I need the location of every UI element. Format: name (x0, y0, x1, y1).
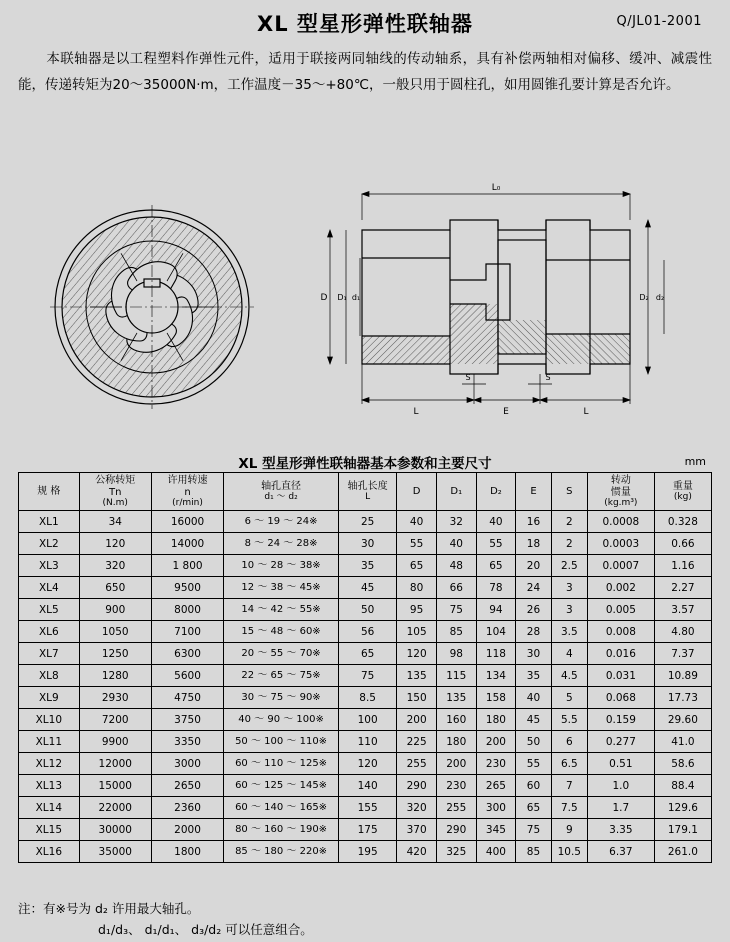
cell-speed: 9500 (151, 577, 223, 599)
th-speed-sym: n (184, 486, 191, 498)
cell-weight: 4.80 (654, 621, 711, 643)
cell-torque: 34 (79, 511, 151, 533)
cell-torque: 120 (79, 533, 151, 555)
cell-spec: XL3 (19, 555, 80, 577)
cell-e: 28 (516, 621, 551, 643)
cell-speed: 2000 (151, 819, 223, 841)
table-unit-label: mm (684, 455, 706, 468)
cell-s: 2.5 (551, 555, 587, 577)
cell-d1: 230 (436, 775, 476, 797)
cell-d: 200 (397, 709, 437, 731)
cell-weight: 88.4 (654, 775, 711, 797)
cell-torque: 22000 (79, 797, 151, 819)
cell-e: 24 (516, 577, 551, 599)
cell-s: 2 (551, 511, 587, 533)
cell-weight: 0.328 (654, 511, 711, 533)
cell-bore-col: 22 ～ 65 ～ 75※ (224, 665, 339, 687)
cell-d2: 40 (476, 511, 516, 533)
cell-bore-col: 50 ～ 100 ～ 110※ (224, 731, 339, 753)
cell-inertia: 6.37 (587, 841, 654, 863)
cell-inertia: 0.0003 (587, 533, 654, 555)
cell-torque: 1050 (79, 621, 151, 643)
cell-d1: 40 (436, 533, 476, 555)
cell-d2: 300 (476, 797, 516, 819)
cell-d: 40 (397, 511, 437, 533)
th-weight (654, 473, 711, 511)
cell-bore-col: 60 ～ 125 ～ 145※ (224, 775, 339, 797)
table-row (19, 687, 712, 709)
cell-speed: 7100 (151, 621, 223, 643)
th-torque (79, 473, 151, 511)
cell-e: 60 (516, 775, 551, 797)
cell-d2: 265 (476, 775, 516, 797)
dim-label-d2: d₂ (655, 293, 665, 302)
cell-spec: XL16 (19, 841, 80, 863)
cell-bore-col: 40 ～ 90 ～ 100※ (224, 709, 339, 731)
cell-len: 30 (338, 533, 396, 555)
table-row (19, 533, 712, 555)
cell-weight: 3.57 (654, 599, 711, 621)
cell-d2: 118 (476, 643, 516, 665)
cell-bore-col: 6 ～ 19 ～ 24※ (224, 511, 339, 533)
standard-code: Q/JL01-2001 (616, 14, 702, 29)
cell-spec: XL2 (19, 533, 80, 555)
dim-label-L0: L₀ (491, 183, 501, 193)
cell-bore-col: 15 ～ 48 ～ 60※ (224, 621, 339, 643)
cell-inertia: 0.0007 (587, 555, 654, 577)
cell-d2: 400 (476, 841, 516, 863)
cell-s: 3 (551, 577, 587, 599)
cell-torque: 7200 (79, 709, 151, 731)
cell-inertia: 0.068 (587, 687, 654, 709)
cell-d: 65 (397, 555, 437, 577)
cell-speed: 8000 (151, 599, 223, 621)
th-D2: D₂ (476, 473, 516, 511)
cell-spec: XL6 (19, 621, 80, 643)
cell-bore-col: 30 ～ 75 ～ 90※ (224, 687, 339, 709)
cell-d: 370 (397, 819, 437, 841)
table-row (19, 819, 712, 841)
cell-d2: 134 (476, 665, 516, 687)
cell-spec: XL12 (19, 753, 80, 775)
cell-torque: 35000 (79, 841, 151, 863)
cell-len: 75 (338, 665, 396, 687)
cell-e: 55 (516, 753, 551, 775)
th-inertia-unit: (kg.m³) (604, 498, 638, 508)
cell-inertia: 1.0 (587, 775, 654, 797)
cell-spec: XL8 (19, 665, 80, 687)
table-caption: XL 型星形弹性联轴器基本参数和主要尺寸 (238, 456, 492, 472)
cell-weight: 261.0 (654, 841, 711, 863)
cell-speed: 5600 (151, 665, 223, 687)
table-row (19, 577, 712, 599)
cell-d2: 345 (476, 819, 516, 841)
cell-s: 3.5 (551, 621, 587, 643)
cell-d1: 98 (436, 643, 476, 665)
cell-weight: 179.1 (654, 819, 711, 841)
cell-torque: 2930 (79, 687, 151, 709)
th-inertia-line1: 转动 (610, 475, 631, 486)
th-bore-group: 轴孔直径 (261, 480, 302, 492)
th-E: E (516, 473, 551, 511)
cell-d: 225 (397, 731, 437, 753)
table-body (19, 511, 712, 863)
notes-block (18, 898, 712, 940)
dim-label-D1: D₁ (337, 293, 347, 302)
intro-text: 本联轴器是以工程塑料作弹性元件，适用于联接两同轴线的传动轴系，具有补偿两轴相对偏移、缓冲、减震性能，传递转矩为20～35000N·m，工作温度－35～+80℃，一般只用于圆柱孔，如用圆锥孔要计算是否允许。 (18, 51, 712, 93)
cell-weight: 41.0 (654, 731, 711, 753)
cell-speed: 3000 (151, 753, 223, 775)
cell-speed: 6300 (151, 643, 223, 665)
cell-speed: 2650 (151, 775, 223, 797)
cell-weight: 0.66 (654, 533, 711, 555)
cell-e: 20 (516, 555, 551, 577)
cell-spec: XL7 (19, 643, 80, 665)
cell-s: 3 (551, 599, 587, 621)
cell-d2: 200 (476, 731, 516, 753)
table-row (19, 709, 712, 731)
cell-d1: 66 (436, 577, 476, 599)
cell-spec: XL4 (19, 577, 80, 599)
figure-star-element-front-view (40, 205, 270, 415)
cell-bore-col: 14 ～ 42 ～ 55※ (224, 599, 339, 621)
th-speed-line1: 许用转速 (167, 475, 208, 486)
page-title: XL 型星形弹性联轴器 (257, 12, 473, 36)
th-S: S (551, 473, 587, 511)
th-bore (224, 473, 339, 511)
cell-s: 5.5 (551, 709, 587, 731)
cell-e: 85 (516, 841, 551, 863)
th-speed (151, 473, 223, 511)
cell-e: 26 (516, 599, 551, 621)
th-inertia-line2: 惯量 (610, 486, 631, 498)
cell-d2: 104 (476, 621, 516, 643)
cell-s: 10.5 (551, 841, 587, 863)
dim-label-d1: d₁ (351, 293, 361, 302)
th-torque-sym: Tn (109, 486, 122, 498)
cell-d: 290 (397, 775, 437, 797)
cell-bore-col: 20 ～ 55 ～ 70※ (224, 643, 339, 665)
th-spec: 规 格 (19, 473, 80, 511)
th-length-sym: L (365, 492, 371, 503)
cell-d1: 325 (436, 841, 476, 863)
cell-weight: 29.60 (654, 709, 711, 731)
dim-label-L-right: L (583, 407, 589, 417)
cell-torque: 1250 (79, 643, 151, 665)
cell-spec: XL9 (19, 687, 80, 709)
table-row (19, 797, 712, 819)
cell-bore-col: 80 ～ 160 ～ 190※ (224, 819, 339, 841)
cell-bore-col: 8 ～ 24 ～ 28※ (224, 533, 339, 555)
cell-e: 18 (516, 533, 551, 555)
cell-speed: 14000 (151, 533, 223, 555)
cell-weight: 7.37 (654, 643, 711, 665)
table-row (19, 841, 712, 863)
cell-torque: 320 (79, 555, 151, 577)
cell-d: 420 (397, 841, 437, 863)
cell-len: 140 (338, 775, 396, 797)
cell-spec: XL15 (19, 819, 80, 841)
cell-spec: XL10 (19, 709, 80, 731)
cell-spec: XL5 (19, 599, 80, 621)
cell-speed: 1 800 (151, 555, 223, 577)
cell-torque: 650 (79, 577, 151, 599)
cell-len: 25 (338, 511, 396, 533)
cell-len: 100 (338, 709, 396, 731)
cell-spec: XL11 (19, 731, 80, 753)
cell-d2: 65 (476, 555, 516, 577)
cell-weight: 17.73 (654, 687, 711, 709)
dim-label-L-left: L (413, 407, 419, 417)
th-inertia (587, 473, 654, 511)
cell-len: 35 (338, 555, 396, 577)
cell-spec: XL13 (19, 775, 80, 797)
cell-weight: 58.6 (654, 753, 711, 775)
figure-area (0, 160, 730, 440)
cell-speed: 3750 (151, 709, 223, 731)
cell-e: 40 (516, 687, 551, 709)
cell-s: 6.5 (551, 753, 587, 775)
cell-e: 50 (516, 731, 551, 753)
cell-bore-col: 60 ～ 110 ～ 125※ (224, 753, 339, 775)
cell-inertia: 0.51 (587, 753, 654, 775)
table-row (19, 753, 712, 775)
cell-inertia: 0.0008 (587, 511, 654, 533)
th-D: D (397, 473, 437, 511)
cell-d1: 160 (436, 709, 476, 731)
cell-s: 7 (551, 775, 587, 797)
cell-e: 65 (516, 797, 551, 819)
cell-d1: 48 (436, 555, 476, 577)
cell-s: 7.5 (551, 797, 587, 819)
table-row (19, 511, 712, 533)
cell-s: 5 (551, 687, 587, 709)
cell-len: 50 (338, 599, 396, 621)
th-weight-line1: 重量 (672, 480, 693, 492)
cell-len: 110 (338, 731, 396, 753)
th-length-group: 轴孔长度 (347, 480, 388, 492)
cell-speed: 1800 (151, 841, 223, 863)
parameter-table-wrap (18, 472, 712, 863)
cell-len: 195 (338, 841, 396, 863)
cell-d1: 180 (436, 731, 476, 753)
cell-d1: 115 (436, 665, 476, 687)
cell-bore-col: 10 ～ 28 ～ 38※ (224, 555, 339, 577)
cell-weight: 10.89 (654, 665, 711, 687)
cell-speed: 16000 (151, 511, 223, 533)
cell-len: 155 (338, 797, 396, 819)
figure-coupling-section-view (300, 168, 710, 418)
th-length (338, 473, 396, 511)
th-bore-sym: d₁ ～ d₂ (264, 492, 298, 503)
cell-d: 320 (397, 797, 437, 819)
cell-d2: 78 (476, 577, 516, 599)
cell-d: 80 (397, 577, 437, 599)
cell-d: 105 (397, 621, 437, 643)
cell-d: 135 (397, 665, 437, 687)
th-torque-line1: 公称转矩 (95, 475, 136, 486)
cell-d2: 55 (476, 533, 516, 555)
cell-len: 8.5 (338, 687, 396, 709)
table-row (19, 775, 712, 797)
cell-torque: 12000 (79, 753, 151, 775)
cell-d1: 255 (436, 797, 476, 819)
cell-weight: 129.6 (654, 797, 711, 819)
dim-label-S-right: S (545, 373, 551, 382)
table-row (19, 731, 712, 753)
cell-speed: 3350 (151, 731, 223, 753)
cell-len: 120 (338, 753, 396, 775)
cell-d1: 290 (436, 819, 476, 841)
note-line-2: d₁/d₃、 d₁/d₁、 d₃/d₂ 可以任意组合。 (98, 922, 313, 937)
table-row (19, 665, 712, 687)
cell-len: 45 (338, 577, 396, 599)
cell-len: 65 (338, 643, 396, 665)
cell-d2: 180 (476, 709, 516, 731)
th-torque-unit: (N.m) (102, 498, 128, 508)
cell-bore-col: 60 ～ 140 ～ 165※ (224, 797, 339, 819)
cell-s: 2 (551, 533, 587, 555)
cell-d: 95 (397, 599, 437, 621)
cell-d1: 32 (436, 511, 476, 533)
cell-d2: 158 (476, 687, 516, 709)
cell-len: 56 (338, 621, 396, 643)
cell-d: 255 (397, 753, 437, 775)
cell-inertia: 0.005 (587, 599, 654, 621)
cell-bore-col: 85 ～ 180 ～ 220※ (224, 841, 339, 863)
cell-torque: 1280 (79, 665, 151, 687)
table-header-row (19, 473, 712, 511)
table-row (19, 599, 712, 621)
cell-inertia: 3.35 (587, 819, 654, 841)
cell-bore-col: 12 ～ 38 ～ 45※ (224, 577, 339, 599)
cell-e: 75 (516, 819, 551, 841)
note-line-1: 注：有※号为 d₂ 许用最大轴孔。 (18, 901, 200, 916)
cell-inertia: 0.159 (587, 709, 654, 731)
table-row (19, 555, 712, 577)
cell-torque: 900 (79, 599, 151, 621)
cell-d: 55 (397, 533, 437, 555)
th-weight-unit: (kg) (673, 492, 692, 503)
cell-torque: 30000 (79, 819, 151, 841)
cell-spec: XL14 (19, 797, 80, 819)
table-row (19, 643, 712, 665)
cell-e: 16 (516, 511, 551, 533)
cell-e: 30 (516, 643, 551, 665)
cell-d1: 75 (436, 599, 476, 621)
table-head (19, 473, 712, 511)
cell-d2: 230 (476, 753, 516, 775)
cell-weight: 2.27 (654, 577, 711, 599)
dim-L0 (362, 192, 630, 221)
dim-label-D2: D₂ (639, 293, 649, 302)
cell-torque: 15000 (79, 775, 151, 797)
cell-inertia: 0.031 (587, 665, 654, 687)
cell-s: 9 (551, 819, 587, 841)
dim-label-S-left: S (465, 373, 471, 382)
cell-weight: 1.16 (654, 555, 711, 577)
cell-inertia: 0.277 (587, 731, 654, 753)
intro-paragraph (18, 46, 712, 98)
dim-label-E: E (503, 407, 509, 417)
cell-len: 175 (338, 819, 396, 841)
th-speed-unit: (r/min) (172, 498, 203, 508)
cell-inertia: 0.002 (587, 577, 654, 599)
cell-spec: XL1 (19, 511, 80, 533)
cell-inertia: 0.016 (587, 643, 654, 665)
cell-torque: 9900 (79, 731, 151, 753)
cell-d1: 85 (436, 621, 476, 643)
cell-d: 120 (397, 643, 437, 665)
cell-speed: 4750 (151, 687, 223, 709)
cell-inertia: 1.7 (587, 797, 654, 819)
cell-d1: 200 (436, 753, 476, 775)
cell-s: 4 (551, 643, 587, 665)
cell-inertia: 0.008 (587, 621, 654, 643)
cell-s: 4.5 (551, 665, 587, 687)
parameter-table (18, 472, 712, 863)
table-row (19, 621, 712, 643)
cell-e: 45 (516, 709, 551, 731)
cell-d1: 135 (436, 687, 476, 709)
cell-s: 6 (551, 731, 587, 753)
cell-d2: 94 (476, 599, 516, 621)
cell-e: 35 (516, 665, 551, 687)
dim-label-D: D (320, 293, 328, 303)
cell-speed: 2360 (151, 797, 223, 819)
th-D1: D₁ (436, 473, 476, 511)
cell-d: 150 (397, 687, 437, 709)
